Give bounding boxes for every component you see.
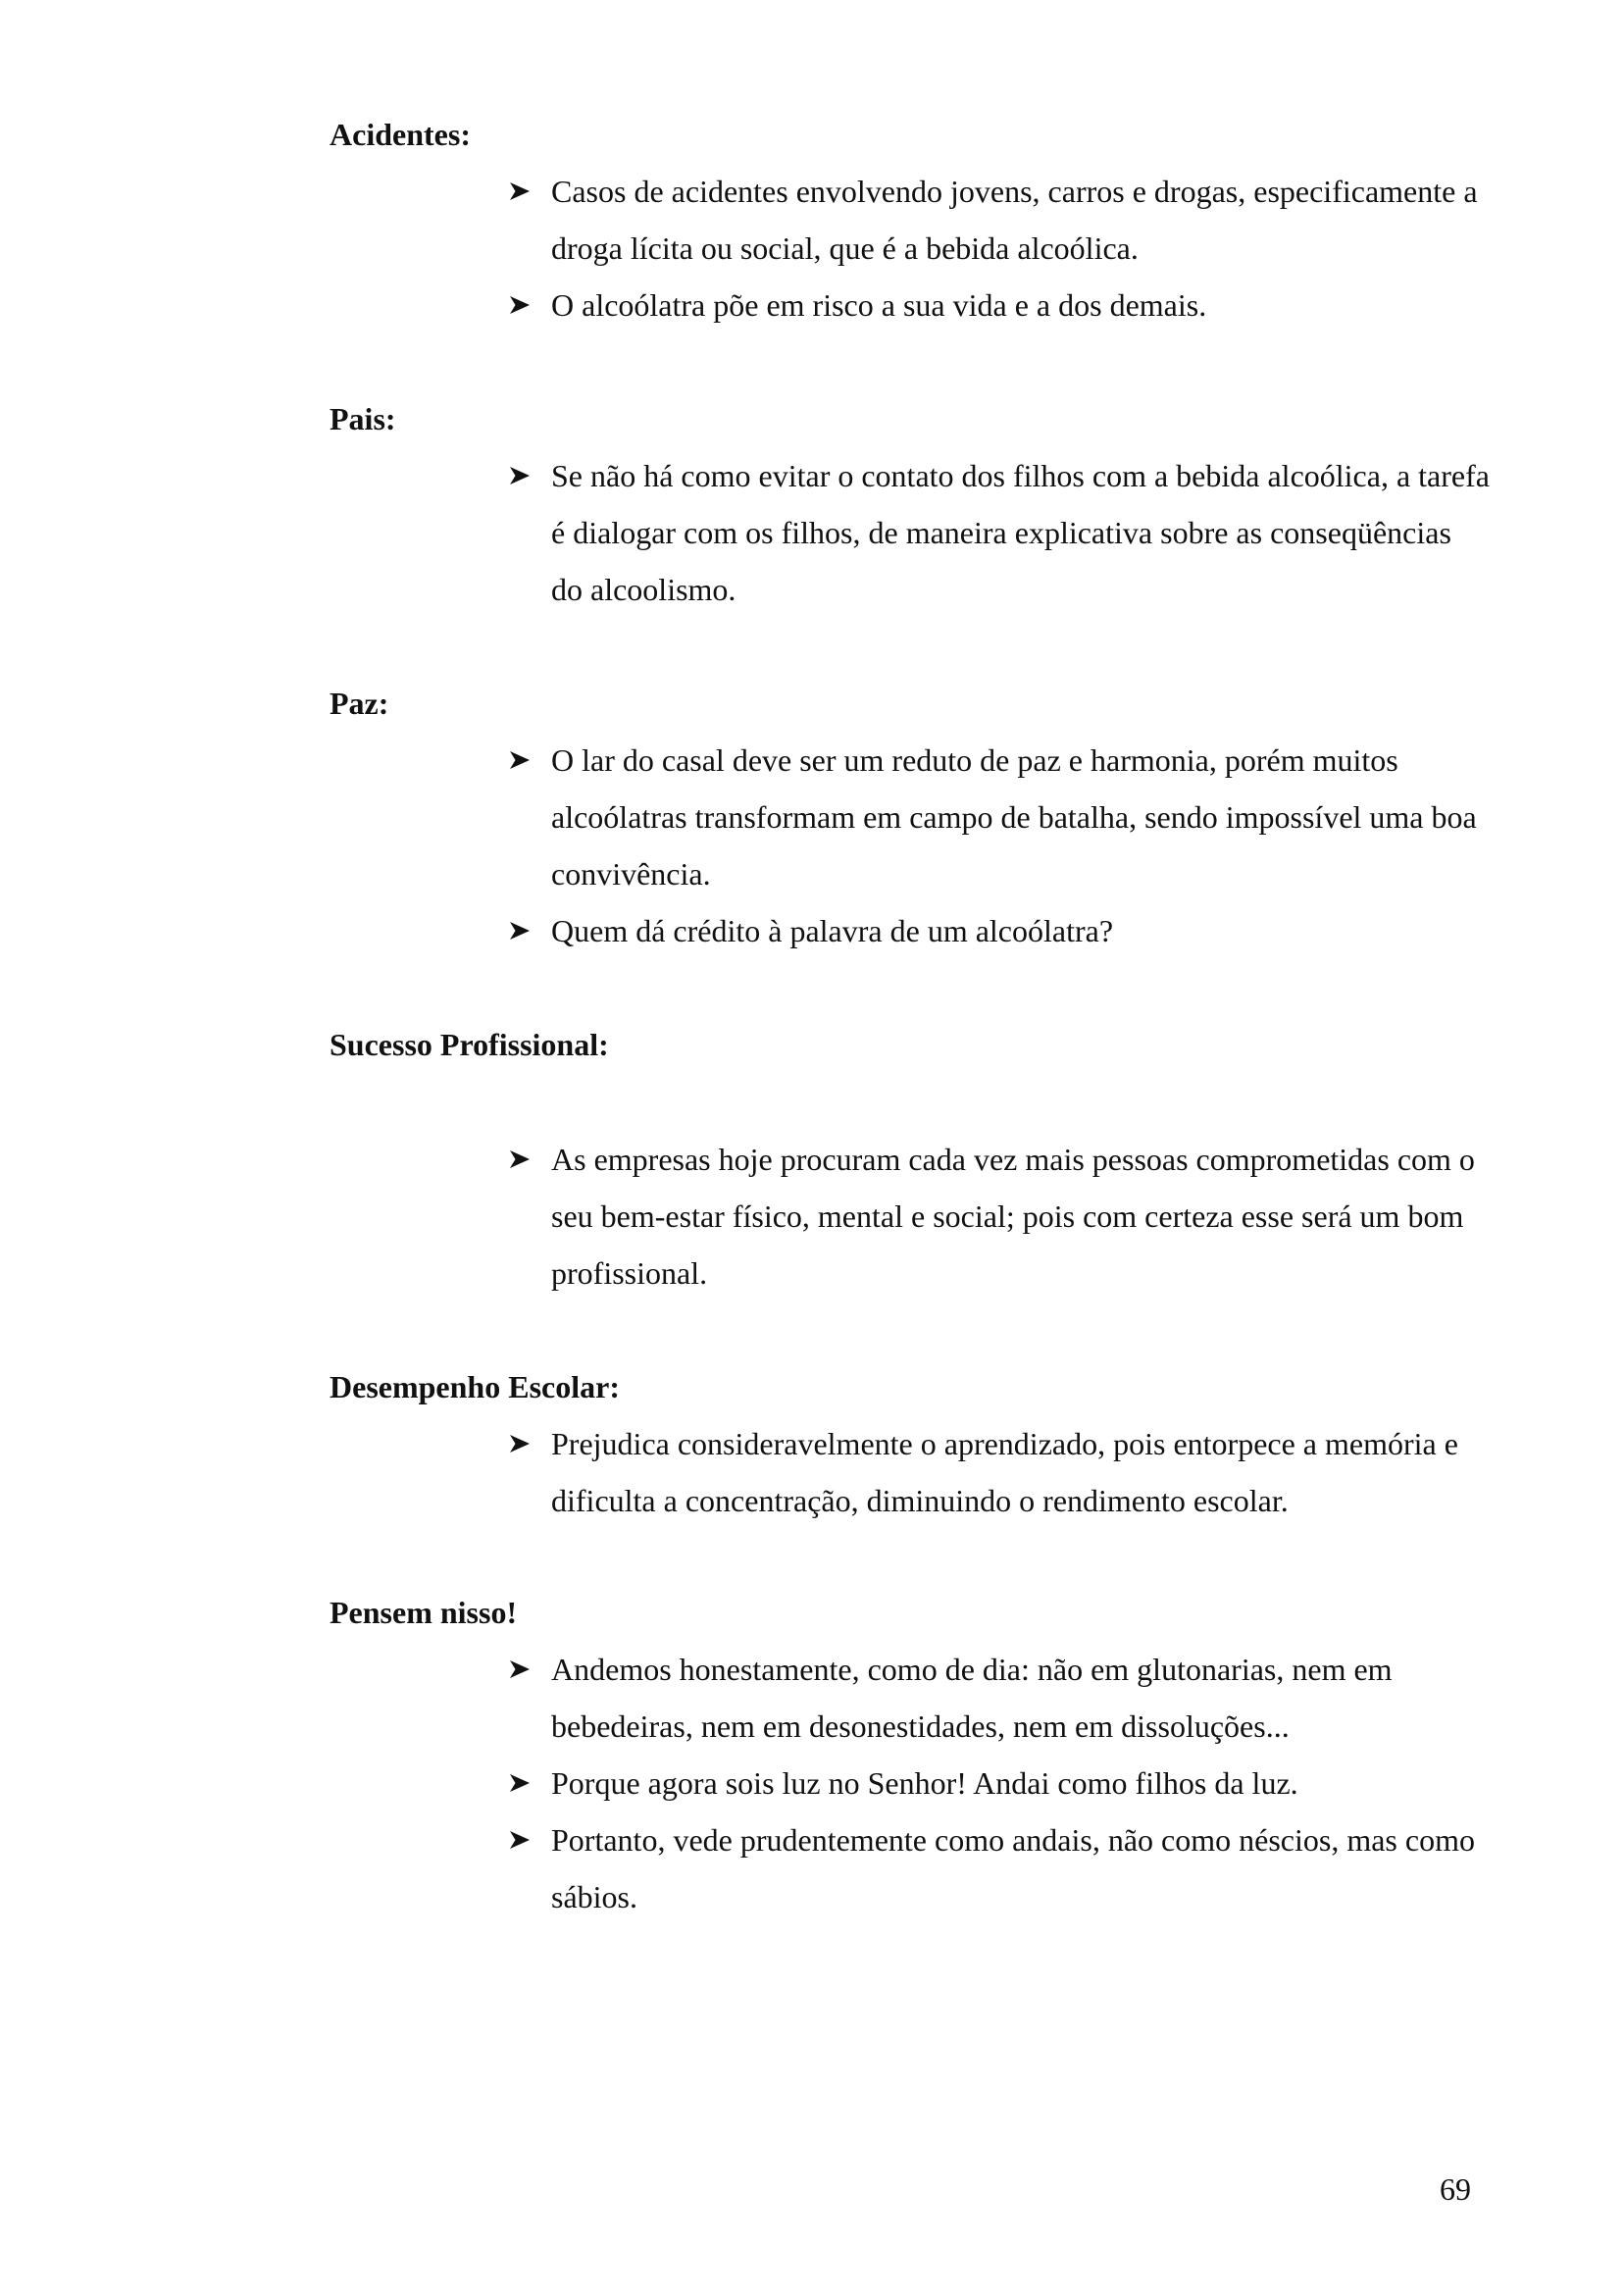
bullet-text: Portanto, vede prudentemente como andais, não como néscios, mas como sábios.: [551, 1822, 1475, 1914]
arrowhead-bullet-icon: [509, 1755, 534, 1811]
bullet-text: Porque agora sois luz no Senhor! Andai como filhos da luz.: [551, 1765, 1298, 1801]
page-number: 69: [1440, 2171, 1471, 2207]
list-item: [509, 277, 1490, 333]
arrowhead-bullet-icon: [509, 1641, 534, 1698]
section-heading: Sucesso Profissional:: [330, 1027, 609, 1062]
arrowhead-bullet-icon: [509, 1811, 534, 1868]
section-heading: Pais:: [330, 401, 396, 436]
list-item: [509, 163, 1490, 277]
section-heading: Acidentes:: [330, 117, 471, 152]
section-heading: Desempenho Escolar:: [330, 1369, 620, 1404]
bullet-text: Quem dá crédito à palavra de um alcoólatra?: [551, 913, 1114, 948]
arrowhead-bullet-icon: [509, 163, 534, 220]
section-heading: Pensem nisso!: [330, 1595, 518, 1630]
list-item: [509, 1755, 1490, 1811]
arrowhead-bullet-icon: [509, 447, 534, 504]
bullet-text: Prejudica consideravelmente o aprendizado, pois entorpece a memória e dificulta a concentração, diminuindo o rendimento escolar.: [551, 1426, 1458, 1518]
list-item: [509, 1415, 1490, 1529]
list-item: [509, 1811, 1490, 1925]
arrowhead-bullet-icon: [509, 1131, 534, 1188]
list-item: [509, 732, 1490, 902]
bullet-text: O lar do casal deve ser um reduto de paz e harmonia, porém muitos alcoólatras transformam em campo de batalha, sendo impossível uma boa convivência.: [551, 742, 1477, 892]
arrowhead-bullet-icon: [509, 732, 534, 789]
list-item: [509, 447, 1490, 618]
bullet-text: Casos de acidentes envolvendo jovens, carros e drogas, especificamente a droga lícita ou social, que é a bebida alcoólica.: [551, 174, 1478, 266]
list-item: [509, 902, 1490, 959]
bullet-list: [509, 1131, 1490, 1301]
bullet-text: Se não há como evitar o contato dos filhos com a bebida alcoólica, a tarefa é dialogar com os filhos, de maneira explicativa sobre as conseqüências do alcoolismo.: [551, 458, 1490, 607]
list-item: [509, 1131, 1490, 1301]
arrowhead-bullet-icon: [509, 902, 534, 959]
bullet-list: [509, 447, 1490, 618]
bullet-list: [509, 732, 1490, 959]
arrowhead-bullet-icon: [509, 1415, 534, 1472]
bullet-list: [509, 1641, 1490, 1925]
section-heading: Paz:: [330, 686, 389, 721]
bullet-list: [509, 163, 1490, 333]
bullet-text: As empresas hoje procuram cada vez mais pessoas comprometidas com o seu bem-estar físico, mental e social; pois com certeza esse será um bom profissional.: [551, 1142, 1475, 1291]
bullet-text: Andemos honestamente, como de dia: não em glutonarias, nem em bebedeiras, nem em desonestidades, nem em dissoluções...: [551, 1652, 1393, 1744]
arrowhead-bullet-icon: [509, 277, 534, 333]
list-item: [509, 1641, 1490, 1755]
bullet-list: [509, 1415, 1490, 1529]
bullet-text: O alcoólatra põe em risco a sua vida e a dos demais.: [551, 287, 1207, 323]
